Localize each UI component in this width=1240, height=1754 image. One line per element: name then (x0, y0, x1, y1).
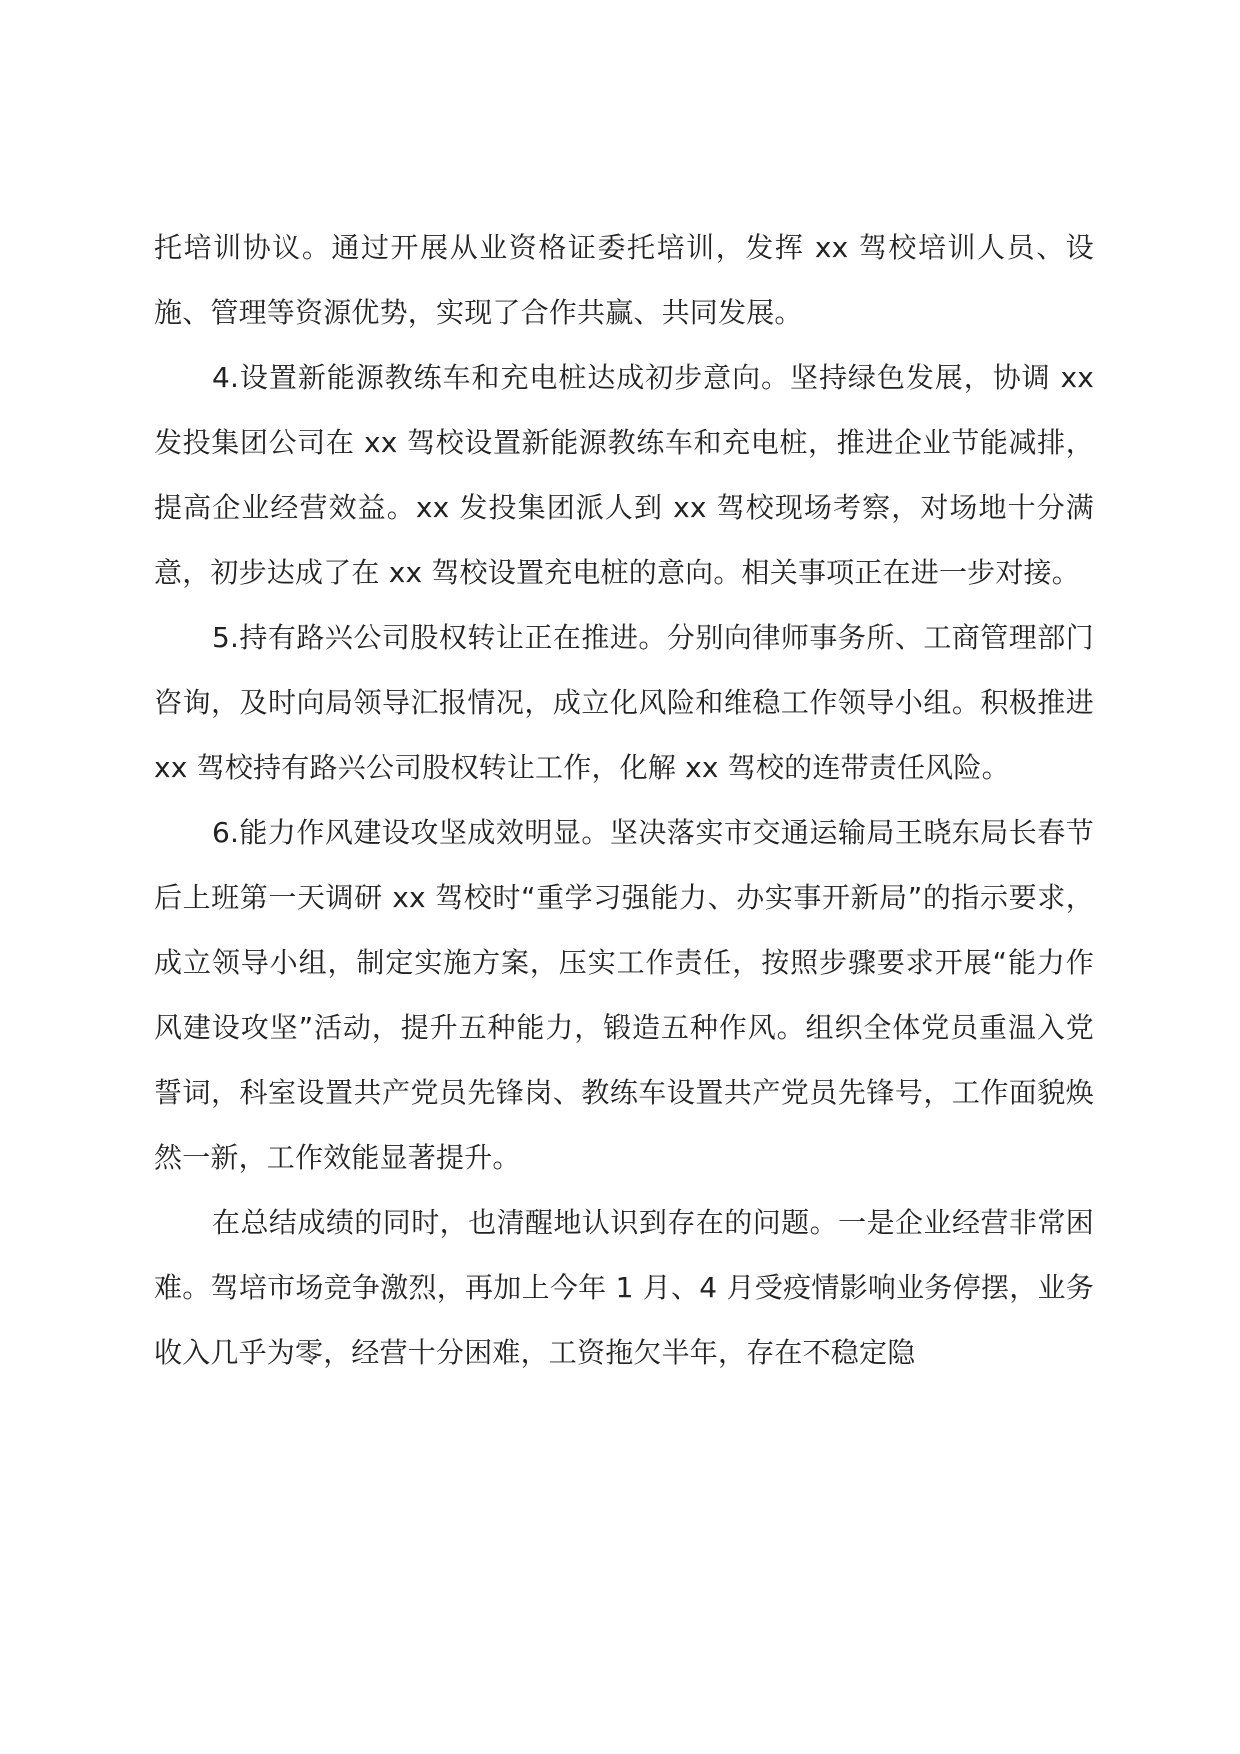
document-body (154, 215, 1094, 1385)
paragraph-problems: 在总结成绩的同时，也清醒地认识到存在的问题。一是企业经营非常困难。驾培市场竞争激烈，再加上今年 1 月、4 月受疫情影响业务停摆，业务收入几乎为零，经营十分困难，工资拖欠半年，存在不稳定隐 (154, 1206, 1094, 1369)
paragraph-item-6: 6.能力作风建设攻坚成效明显。坚决落实市交通运输局王晓东局长春节后上班第一天调研 xx 驾校时“重学习强能力、办实事开新局”的指示要求，成立领导小组，制定实施方案，压实工作责任，按照步骤要求开展“能力作风建设攻坚”活动，提升五种能力，锻造五种作风。组织全体党员重温入党誓词，科室设置共产党员先锋岗、教练车设置共产党员先锋号，工作面貌焕然一新，工作效能显著提升。 (154, 816, 1094, 1174)
paragraph-item-5: 5.持有路兴公司股权转让正在推进。分别向律师事务所、工商管理部门咨询，及时向局领导汇报情况，成立化风险和维稳工作领导小组。积极推进 xx 驾校持有路兴公司股权转让工作，化解 xx 驾校的连带责任风险。 (154, 621, 1094, 784)
paragraph-item-4: 4.设置新能源教练车和充电桩达成初步意向。坚持绿色发展，协调 xx 发投集团公司在 xx 驾校设置新能源教练车和充电桩，推进企业节能减排，提高企业经营效益。xx 发投集团派人到 xx 驾校现场考察，对场地十分满意，初步达成了在 xx 驾校设置充电桩的意向。相关事项正在进一步对接。 (154, 361, 1094, 589)
paragraph-continuation: 托培训协议。通过开展从业资格证委托培训，发挥 xx 驾校培训人员、设施、管理等资源优势，实现了合作共赢、共同发展。 (154, 231, 1094, 329)
